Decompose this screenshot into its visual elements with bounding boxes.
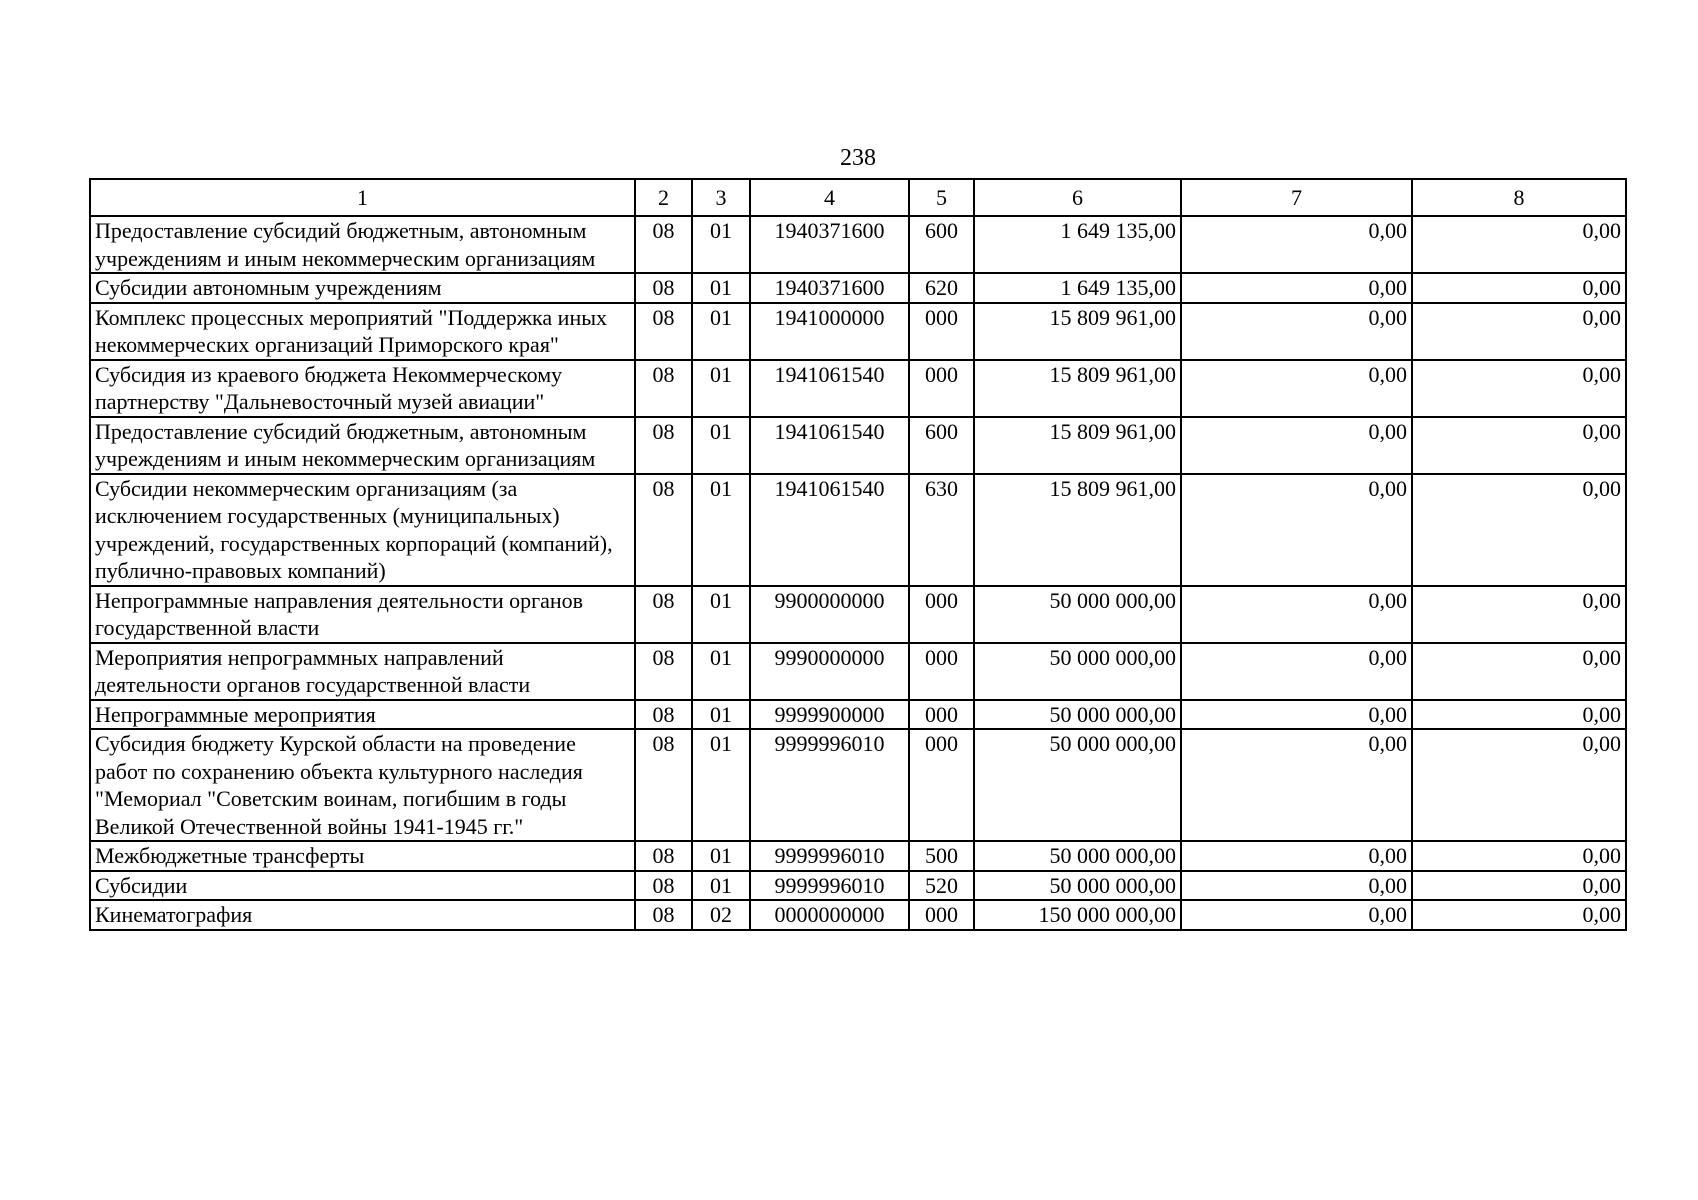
row-amount-6: 1 649 135,00 [974, 273, 1181, 303]
header-col-7: 7 [1181, 179, 1412, 216]
row-name: Предоставление субсидий бюджетным, автономным учреждениям и иным некоммерческим организациям [90, 216, 635, 273]
row-expense-type: 520 [909, 871, 974, 901]
row-amount-7: 0,00 [1181, 871, 1412, 901]
row-amount-6: 1 649 135,00 [974, 216, 1181, 273]
row-amount-7: 0,00 [1181, 273, 1412, 303]
row-subsection: 01 [692, 474, 750, 586]
row-name: Кинематография [90, 900, 635, 930]
table-row [90, 273, 1626, 303]
table-row [90, 871, 1626, 901]
row-amount-8: 0,00 [1412, 273, 1626, 303]
row-subsection: 01 [692, 841, 750, 871]
row-amount-6: 50 000 000,00 [974, 700, 1181, 730]
row-section: 08 [635, 273, 692, 303]
row-target-code: 9990000000 [750, 643, 909, 700]
row-amount-6: 50 000 000,00 [974, 643, 1181, 700]
row-amount-7: 0,00 [1181, 360, 1412, 417]
table-body [90, 216, 1626, 930]
row-amount-6: 50 000 000,00 [974, 729, 1181, 841]
row-subsection: 01 [692, 303, 750, 360]
row-name: Комплекс процессных мероприятий "Поддержка иных некоммерческих организаций Приморского края" [90, 303, 635, 360]
row-target-code: 9999900000 [750, 700, 909, 730]
row-name: Субсидии автономным учреждениям [90, 273, 635, 303]
row-amount-7: 0,00 [1181, 841, 1412, 871]
row-name: Субсидии некоммерческим организациям (за исключением государственных (муниципальных) учреждений, государственных корпораций (компаний), публично-правовых компаний) [90, 474, 635, 586]
row-amount-8: 0,00 [1412, 474, 1626, 586]
row-target-code: 9999996010 [750, 871, 909, 901]
table-row [90, 700, 1626, 730]
row-expense-type: 000 [909, 729, 974, 841]
row-subsection: 02 [692, 900, 750, 930]
row-subsection: 01 [692, 216, 750, 273]
row-subsection: 01 [692, 871, 750, 901]
row-target-code: 0000000000 [750, 900, 909, 930]
row-amount-7: 0,00 [1181, 900, 1412, 930]
table-row [90, 360, 1626, 417]
row-amount-6: 50 000 000,00 [974, 841, 1181, 871]
table-row [90, 900, 1626, 930]
row-section: 08 [635, 586, 692, 643]
row-amount-7: 0,00 [1181, 303, 1412, 360]
table-row [90, 841, 1626, 871]
row-expense-type: 000 [909, 700, 974, 730]
row-name: Субсидия бюджету Курской области на проведение работ по сохранению объекта культурного наследия "Мемориал "Советским воинам, погибшим в годы Великой Отечественной войны 1941-1945 гг." [90, 729, 635, 841]
row-target-code: 1941061540 [750, 417, 909, 474]
row-amount-6: 15 809 961,00 [974, 360, 1181, 417]
row-subsection: 01 [692, 700, 750, 730]
row-expense-type: 000 [909, 303, 974, 360]
row-amount-8: 0,00 [1412, 216, 1626, 273]
row-section: 08 [635, 643, 692, 700]
row-name: Межбюджетные трансферты [90, 841, 635, 871]
row-amount-6: 150 000 000,00 [974, 900, 1181, 930]
header-col-3: 3 [692, 179, 750, 216]
row-expense-type: 000 [909, 643, 974, 700]
row-expense-type: 000 [909, 900, 974, 930]
row-amount-7: 0,00 [1181, 700, 1412, 730]
table-row [90, 417, 1626, 474]
row-section: 08 [635, 216, 692, 273]
row-amount-7: 0,00 [1181, 643, 1412, 700]
row-expense-type: 000 [909, 586, 974, 643]
row-expense-type: 620 [909, 273, 974, 303]
row-target-code: 1940371600 [750, 216, 909, 273]
row-name: Мероприятия непрограммных направлений деятельности органов государственной власти [90, 643, 635, 700]
table-row [90, 303, 1626, 360]
table-row [90, 216, 1626, 273]
row-amount-8: 0,00 [1412, 871, 1626, 901]
row-target-code: 1940371600 [750, 273, 909, 303]
row-amount-7: 0,00 [1181, 586, 1412, 643]
row-amount-6: 15 809 961,00 [974, 474, 1181, 586]
row-expense-type: 630 [909, 474, 974, 586]
row-section: 08 [635, 360, 692, 417]
header-col-2: 2 [635, 179, 692, 216]
row-name: Субсидия из краевого бюджета Некоммерческому партнерству "Дальневосточный музей авиации" [90, 360, 635, 417]
row-subsection: 01 [692, 417, 750, 474]
row-section: 08 [635, 900, 692, 930]
budget-table [89, 178, 1627, 931]
row-amount-8: 0,00 [1412, 303, 1626, 360]
table-row [90, 474, 1626, 586]
table-header [90, 179, 1626, 216]
row-amount-8: 0,00 [1412, 417, 1626, 474]
row-section: 08 [635, 700, 692, 730]
row-subsection: 01 [692, 643, 750, 700]
row-amount-7: 0,00 [1181, 729, 1412, 841]
row-amount-8: 0,00 [1412, 643, 1626, 700]
row-name: Непрограммные мероприятия [90, 700, 635, 730]
row-section: 08 [635, 303, 692, 360]
row-amount-6: 15 809 961,00 [974, 417, 1181, 474]
header-col-5: 5 [909, 179, 974, 216]
header-col-1: 1 [90, 179, 635, 216]
row-amount-8: 0,00 [1412, 700, 1626, 730]
row-amount-8: 0,00 [1412, 841, 1626, 871]
row-expense-type: 600 [909, 216, 974, 273]
row-amount-7: 0,00 [1181, 216, 1412, 273]
row-section: 08 [635, 474, 692, 586]
header-col-4: 4 [750, 179, 909, 216]
row-amount-8: 0,00 [1412, 586, 1626, 643]
row-name: Непрограммные направления деятельности органов государственной власти [90, 586, 635, 643]
row-target-code: 9999996010 [750, 729, 909, 841]
row-amount-6: 50 000 000,00 [974, 871, 1181, 901]
row-target-code: 1941061540 [750, 474, 909, 586]
row-subsection: 01 [692, 729, 750, 841]
header-col-8: 8 [1412, 179, 1626, 216]
row-section: 08 [635, 417, 692, 474]
row-expense-type: 600 [909, 417, 974, 474]
row-subsection: 01 [692, 586, 750, 643]
row-amount-8: 0,00 [1412, 900, 1626, 930]
row-target-code: 9900000000 [750, 586, 909, 643]
row-name: Субсидии [90, 871, 635, 901]
header-col-6: 6 [974, 179, 1181, 216]
header-row [90, 179, 1626, 216]
row-section: 08 [635, 841, 692, 871]
table-row [90, 586, 1626, 643]
row-amount-7: 0,00 [1181, 474, 1412, 586]
row-amount-8: 0,00 [1412, 729, 1626, 841]
row-subsection: 01 [692, 273, 750, 303]
table-row [90, 643, 1626, 700]
row-target-code: 1941000000 [750, 303, 909, 360]
table-row [90, 729, 1626, 841]
row-amount-8: 0,00 [1412, 360, 1626, 417]
row-amount-7: 0,00 [1181, 417, 1412, 474]
row-section: 08 [635, 729, 692, 841]
row-subsection: 01 [692, 360, 750, 417]
row-expense-type: 500 [909, 841, 974, 871]
row-target-code: 1941061540 [750, 360, 909, 417]
row-name: Предоставление субсидий бюджетным, автономным учреждениям и иным некоммерческим организациям [90, 417, 635, 474]
page-number: 238 [840, 145, 876, 171]
row-section: 08 [635, 871, 692, 901]
row-target-code: 9999996010 [750, 841, 909, 871]
row-expense-type: 000 [909, 360, 974, 417]
row-amount-6: 50 000 000,00 [974, 586, 1181, 643]
row-amount-6: 15 809 961,00 [974, 303, 1181, 360]
